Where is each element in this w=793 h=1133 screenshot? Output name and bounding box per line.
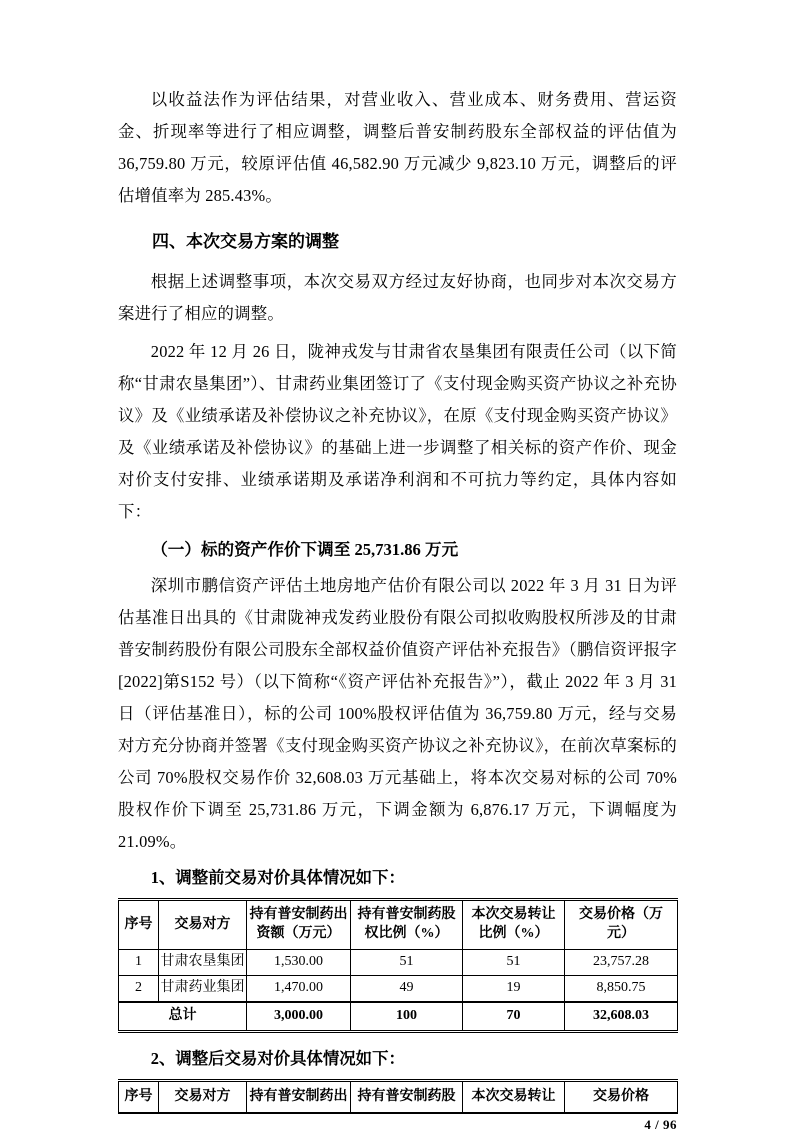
table-cell: 8,850.75 (565, 976, 678, 1003)
header-cell-counterparty: 交易对方 (159, 1081, 247, 1114)
table-cell: 1,530.00 (247, 950, 351, 976)
paragraph-adjustment-intro: 根据上述调整事项，本次交易双方经过友好协商，也同步对本次交易方案进行了相应的调整。 (118, 272, 677, 323)
header-cell-transfer-ratio: 本次交易转让 (463, 1081, 565, 1114)
header-cell-index: 序号 (119, 1081, 159, 1114)
table-post-adjustment-consideration (118, 1079, 678, 1114)
table-header-row (119, 1081, 678, 1114)
table-cell: 49 (351, 976, 463, 1003)
table-cell: 51 (351, 950, 463, 976)
heading-subsection-1: （一）标的资产作价下调至 25,731.86 万元 (151, 540, 459, 559)
table-cell: 19 (463, 976, 565, 1003)
heading-list-pre-adjustment: 1、调整前交易对价具体情况如下： (150, 868, 405, 887)
table-cell: 32,608.03 (565, 1002, 678, 1032)
header-cell-price: 交易价格 (565, 1081, 678, 1114)
table-pre-adjustment-consideration (118, 898, 678, 1033)
table-cell: 23,757.28 (565, 950, 678, 976)
table-header-row (119, 900, 678, 950)
heading-list-post-adjustment: 2、调整后交易对价具体情况如下： (150, 1049, 405, 1068)
header-cell-equity-ratio: 持有普安制药股权比例（%） (351, 900, 463, 950)
table-cell: 1 (119, 950, 159, 976)
header-cell-counterparty: 交易对方 (159, 900, 247, 950)
table-row (119, 950, 678, 976)
table-cell: 1,470.00 (247, 976, 351, 1003)
header-cell-equity-ratio: 持有普安制药股 (351, 1081, 463, 1114)
paragraph-appraisal-report: 深圳市鹏信资产评估土地房地产估价有限公司以 2022 年 3 月 31 日为评估基准日出具的《甘肃陇神戎发药业股份有限公司拟收购股权所涉及的甘肃普安制药股份有限公司股东全部权益价值资产评估补充报告》（鹏信资评报字[2022]第S152 号）（以下简称“《资产评估补充报告》”），截止 2022 年 3 月 31 日（评估基准日），标的公司 100%股权评估值为 36,759.80 万元，经与交易对方充分协商并签署《支付现金购买资产协议之补充协议》，在前次草案标的公司 70%股权交易作价 32,608.03 万元基础上，将本次交易对标的公司 70%股权作价下调至 25,731.86 万元，下调金额为 6,876.17 万元，下调幅度为 21.09%。 (118, 576, 677, 851)
table-row (119, 976, 678, 1003)
paragraph-valuation-result: 以收益法作为评估结果，对营业收入、营业成本、财务费用、营运资金、折现率等进行了相应调整，调整后普安制药股东全部权益的评估值为 36,759.80 万元，较原评估值 46,582.90 万元减少 9,823.10 万元，调整后的评估增值率为 285.43%。 (118, 90, 677, 205)
header-cell-capital: 持有普安制药出 (247, 1081, 351, 1114)
header-cell-capital: 持有普安制药出资额（万元） (247, 900, 351, 950)
header-cell-index: 序号 (119, 900, 159, 950)
table-cell: 甘肃药业集团 (159, 976, 247, 1003)
table-cell: 51 (463, 950, 565, 976)
header-cell-transfer-ratio: 本次交易转让比例（%） (463, 900, 565, 950)
heading-section-4: 四、本次交易方案的调整 (152, 232, 339, 251)
table-cell: 甘肃农垦集团 (159, 950, 247, 976)
paragraph-supplement-agreements: 2022 年 12 月 26 日，陇神戎发与甘肃省农垦集团有限责任公司（以下简称“甘肃农垦集团”）、甘肃药业集团签订了《支付现金购买资产协议之补充协议》及《业绩承诺及补偿协议之补充协议》，在原《支付现金购买资产协议》及《业绩承诺及补偿协议》的基础上进一步调整了相关标的资产作价、现金对价支付安排、业绩承诺期及承诺净利润和不可抗力等约定，具体内容如下： (118, 342, 677, 521)
page-number: 4 / 96 (644, 1117, 677, 1132)
table-cell: 70 (463, 1002, 565, 1032)
table-cell: 3,000.00 (247, 1002, 351, 1032)
header-cell-price: 交易价格（万元） (565, 900, 678, 950)
table-cell-total-label: 总计 (119, 1002, 247, 1032)
table-cell: 100 (351, 1002, 463, 1032)
table-total-row (119, 1002, 678, 1032)
table-cell: 2 (119, 976, 159, 1003)
